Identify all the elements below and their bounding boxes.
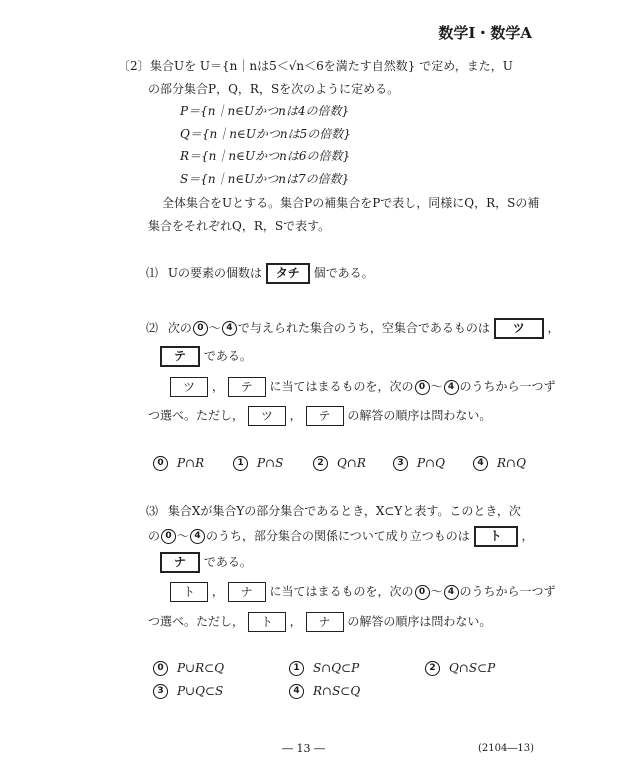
q3-line2-start: の	[148, 529, 161, 543]
set-definition-q: Q＝{n｜n∈Uかつnは5の倍数}	[180, 127, 351, 141]
circled-number-0: 0	[193, 321, 208, 336]
option-label: P∩R	[177, 456, 205, 470]
circled-number-4: 4	[473, 456, 488, 471]
circled-number-4: 4	[190, 529, 205, 544]
complement-line-1: 全体集合をUとする。集合Pの補集合をPで表し，同様にQ，R，Sの補	[162, 196, 540, 210]
q3-comma: ，	[521, 529, 534, 543]
answer-box-tachi[interactable]: タチ	[266, 263, 310, 284]
option-q3-3[interactable]	[152, 683, 223, 699]
option-q2-3[interactable]	[392, 455, 445, 471]
ref-box-te: テ	[228, 377, 266, 397]
range-separator: ～	[430, 584, 443, 599]
q2-text-before: 次の	[167, 321, 192, 335]
page-number: ― 13 ―	[282, 742, 325, 755]
q3-instr2-comma: ，	[289, 614, 302, 629]
ref-box-to-2: ト	[248, 612, 286, 632]
range-separator: ～	[208, 321, 221, 335]
range-separator: ～	[177, 529, 190, 543]
q2-instr-mid: に当てはまるものを，次の	[269, 379, 414, 394]
option-label: Q∩R	[337, 456, 366, 470]
ref-box-tsu-2: ツ	[248, 406, 286, 426]
circled-number-4: 4	[222, 321, 237, 336]
ref-box-na: ナ	[228, 582, 266, 602]
circled-number-0: 0	[153, 456, 168, 471]
answer-box-na[interactable]: ナ	[160, 552, 200, 573]
option-q3-4[interactable]	[288, 683, 360, 699]
q3-line3-after: である。	[203, 555, 252, 569]
option-label: P∩Q	[417, 456, 445, 470]
q1-text-after: 個である。	[313, 266, 374, 280]
set-definition-r: R＝{n｜n∈Uかつnは6の倍数}	[180, 149, 351, 163]
section-number: 〔2〕	[118, 59, 150, 73]
answer-box-te[interactable]: テ	[160, 346, 200, 367]
option-label: R∩Q	[497, 456, 526, 470]
q2-instr-comma: ，	[211, 379, 224, 394]
range-separator: ～	[430, 379, 443, 394]
circled-number-0: 0	[161, 529, 176, 544]
circled-number-1: 1	[233, 456, 248, 471]
complement-line-2: 集合をそれぞれQ，R，Sで表す。	[148, 219, 331, 233]
option-q3-2[interactable]	[424, 660, 495, 676]
q3-line2-mid: のうち，部分集合の関係について成り立つものは	[206, 529, 470, 543]
option-q3-0[interactable]	[152, 660, 224, 676]
q2-line2-after: である。	[203, 349, 252, 363]
ref-box-na-2: ナ	[306, 612, 344, 632]
circled-number-0: 0	[153, 661, 168, 676]
exam-code: (2104―13)	[478, 743, 534, 754]
set-definition-s: S＝{n｜n∈Uかつnは7の倍数}	[180, 172, 350, 186]
option-q2-4[interactable]	[472, 455, 526, 471]
option-label: Q∩S⊂P	[449, 661, 496, 675]
circled-number-3: 3	[153, 684, 168, 699]
page-header-title: 数学Ⅰ・数学A	[438, 24, 532, 42]
set-definition-p: P＝{n｜n∈Uかつnは4の倍数}	[180, 104, 350, 118]
option-q3-1[interactable]	[288, 660, 359, 676]
q2-comma: ，	[547, 321, 560, 335]
ref-box-te-2: テ	[306, 406, 344, 426]
q3-line1: 集合Xが集合Yの部分集合であるとき，X⊂Yと表す。このとき，次	[167, 504, 521, 518]
option-label: R∩S⊂Q	[313, 684, 361, 698]
circled-number-4: 4	[444, 585, 459, 600]
option-label: P∪Q⊂S	[177, 684, 224, 698]
q3-instr-comma: ，	[211, 584, 224, 599]
ref-box-tsu: ツ	[170, 377, 208, 397]
circled-number-0: 0	[415, 380, 430, 395]
answer-box-to[interactable]: ト	[474, 526, 518, 547]
q2-instr-end: のうちから一つず	[459, 379, 556, 394]
q1-number: ⑴	[146, 266, 159, 280]
intro-line-2: の部分集合P，Q，R，Sを次のように定める。	[148, 82, 400, 96]
circled-number-3: 3	[393, 456, 408, 471]
q2-instr2-start: つ選べ。ただし，	[148, 408, 245, 423]
option-label: P∪R⊂Q	[177, 661, 225, 675]
circled-number-0: 0	[415, 585, 430, 600]
answer-box-tsu[interactable]: ツ	[494, 318, 544, 339]
q3-number: ⑶	[146, 504, 159, 518]
option-label: S∩Q⊂P	[313, 661, 360, 675]
q3-instr2-start: つ選べ。ただし，	[148, 614, 245, 629]
option-q2-0[interactable]	[152, 455, 204, 471]
q1-text-before: Uの要素の個数は	[167, 266, 262, 280]
q2-instr2-end: の解答の順序は問わない。	[347, 408, 492, 423]
circled-number-2: 2	[425, 661, 440, 676]
q2-number: ⑵	[146, 321, 159, 335]
ref-box-to: ト	[170, 582, 208, 602]
q3-instr-mid: に当てはまるものを，次の	[269, 584, 414, 599]
option-q2-2[interactable]	[312, 455, 366, 471]
q3-instr-end: のうちから一つず	[459, 584, 556, 599]
circled-number-2: 2	[313, 456, 328, 471]
q3-instr2-end: の解答の順序は問わない。	[347, 614, 492, 629]
option-label: P∩S	[257, 456, 284, 470]
circled-number-4: 4	[444, 380, 459, 395]
intro-line-1: 集合Uを U＝{n｜nは5＜√n＜6を満たす自然数} で定め，また，U	[150, 59, 513, 73]
circled-number-4: 4	[289, 684, 304, 699]
q2-text-mid: で与えられた集合のうち，空集合であるものは	[237, 321, 490, 335]
q2-instr2-comma: ，	[289, 408, 302, 423]
circled-number-1: 1	[289, 661, 304, 676]
option-q2-1[interactable]	[232, 455, 283, 471]
